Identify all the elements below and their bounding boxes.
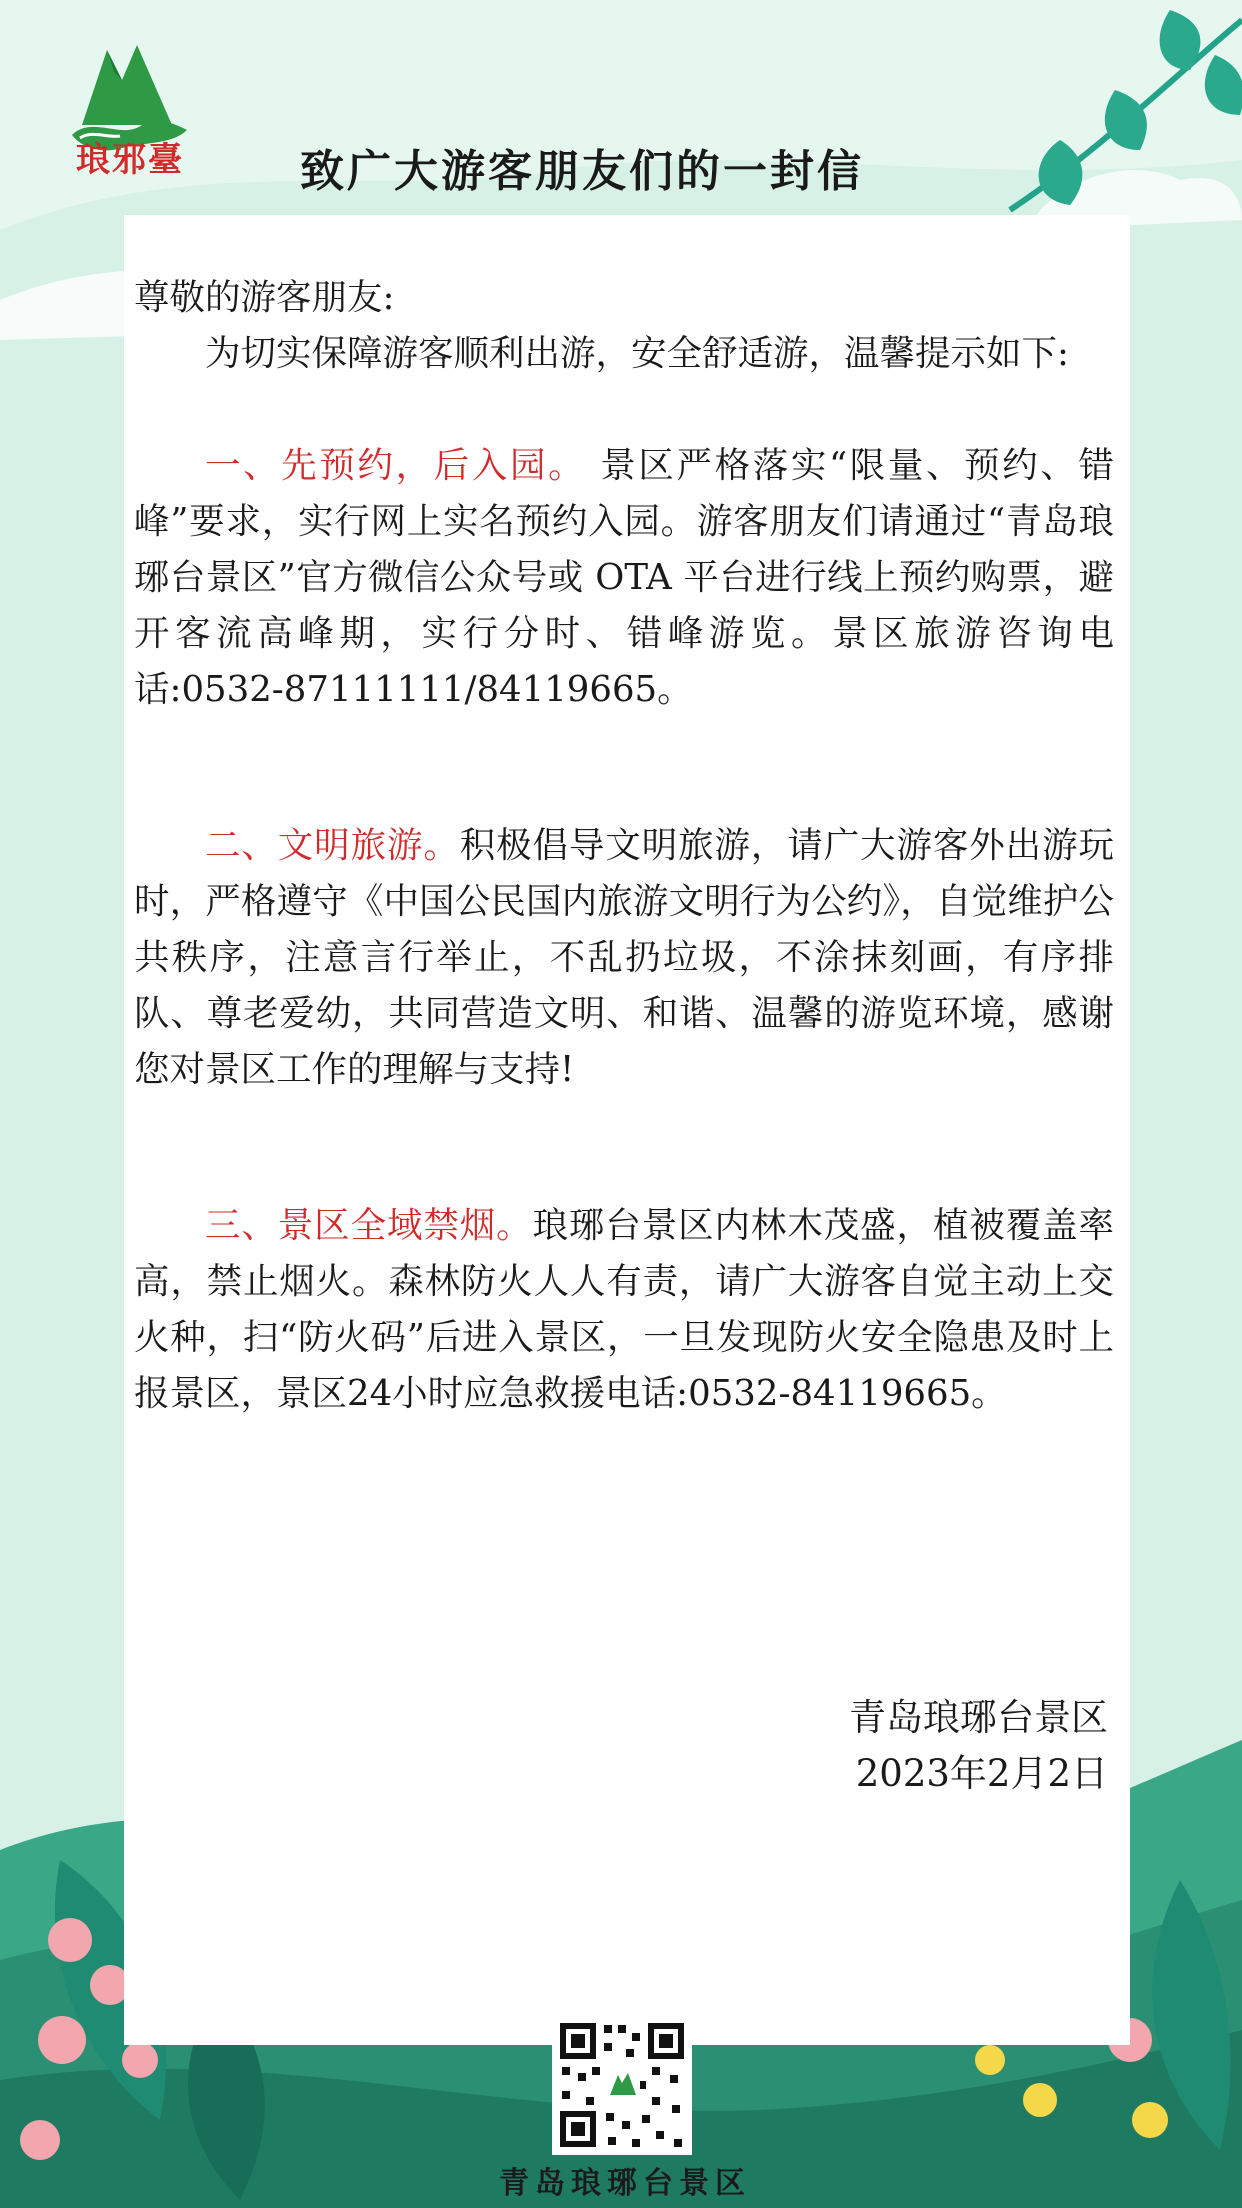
section-1-heading: 一、先预约，后入园。 — [205, 445, 587, 486]
section-1-body: 景区严格落实“限量、预约、错峰”要求，实行网上实名预约入园。游客朋友们请通过“青岛琅琊台景区”官方微信公众号或 OTA 平台进行线上预约购票，避开客流高峰期，实行分时、错峰游览。景区旅游咨询电话:0532-87111111/84119665。 — [134, 445, 1114, 710]
intro-paragraph: 为切实保障游客顺利出游，安全舒适游，温馨提示如下: — [205, 333, 1069, 374]
section-1 — [134, 438, 1114, 718]
page-title: 致广大游客朋友们的一封信 — [300, 146, 864, 197]
salutation: 尊敬的游客朋友: — [134, 277, 395, 318]
signature-block — [849, 1690, 1108, 1802]
signature-date: 2023年2月2日 — [855, 1752, 1108, 1795]
signature-name: 青岛琅琊台景区 — [849, 1696, 1108, 1739]
section-3-body: 琅琊台景区内林木茂盛，植被覆盖率高，禁止烟火。森林防火人人有责，请广大游客自觉主动上交火种，扫“防火码”后进入景区，一旦发现防火安全隐患及时上报景区，景区24小时应急救援电话:0532-84119665。 — [134, 1205, 1114, 1414]
letter-body — [134, 270, 1114, 1422]
qr-code-icon[interactable] — [552, 2015, 692, 2155]
section-2 — [134, 818, 1114, 1098]
section-2-heading: 二、文明旅游。 — [205, 825, 460, 866]
footer-scenic-name: 青岛琅琊台景区 — [499, 2166, 751, 2201]
logo-text: 琅邪臺 — [76, 140, 184, 180]
section-3-heading: 三、景区全域禁烟。 — [205, 1205, 533, 1246]
section-2-body: 积极倡导文明旅游，请广大游客外出游玩时，严格遵守《中国公民国内旅游文明行为公约》，自觉维护公共秩序，注意言行举止，不乱扔垃圾，不涂抹刻画，有序排队、尊老爱幼，共同营造文明、和谐、温馨的游览环境，感谢您对景区工作的理解与支持! — [134, 825, 1114, 1090]
section-3 — [134, 1198, 1114, 1422]
